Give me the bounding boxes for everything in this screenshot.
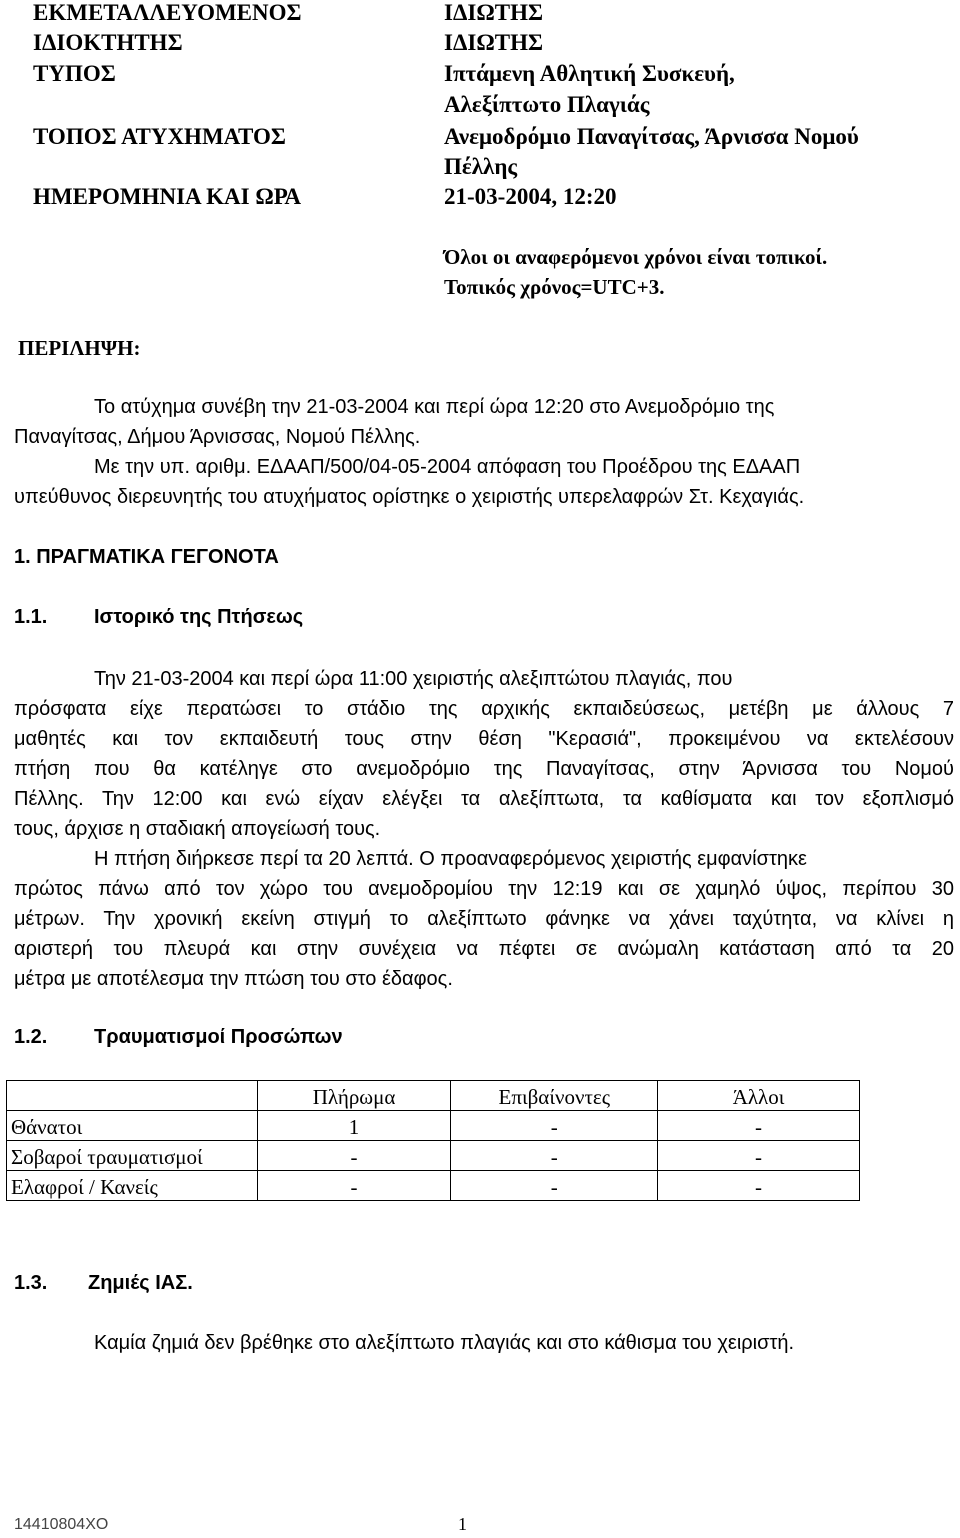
owner-value: ΙΔΙΩΤΗΣ bbox=[444, 30, 544, 55]
history-line: μαθητές και τον εκπαιδευτή τους στην θέση "Κερασιά", προκειμένου να εκτελέσουν bbox=[14, 728, 954, 750]
history-line: μέτρων. Την χρονική εκείνη στιγμή το αλεξίπτωτο φάνηκε να χάνει ταχύτητα, να κλίνει η bbox=[14, 908, 954, 930]
section-1-2-title: Τραυματισμοί Προσώπων bbox=[94, 1026, 343, 1048]
table-cell: - bbox=[257, 1171, 451, 1201]
datetime-label: ΗΜΕΡΟΜΗΝΙΑ ΚΑΙ ΩΡΑ bbox=[33, 184, 302, 209]
history-line: αριστερή του πλευρά και στην συνέχεια να πέφτει σε ανώμαλη κατάσταση από τα 20 bbox=[14, 938, 954, 960]
table-cell: - bbox=[451, 1171, 658, 1201]
table-header-cell: Άλλοι bbox=[658, 1081, 860, 1111]
place-label: ΤΟΠΟΣ ΑΤΥΧΗΜΑΤΟΣ bbox=[33, 124, 286, 149]
type-value-line-1: Ιπτάμενη Αθλητική Συσκευή, bbox=[444, 61, 735, 86]
section-1-3-number: 1.3. bbox=[14, 1272, 48, 1294]
section-1-2-number: 1.2. bbox=[14, 1026, 48, 1048]
table-cell: - bbox=[451, 1141, 658, 1171]
operator-value: ΙΔΙΩΤΗΣ bbox=[444, 0, 544, 25]
time-note-line-1: Όλοι οι αναφερόμενοι χρόνοι είναι τοπικοί. bbox=[444, 245, 828, 269]
owner-label: ΙΔΙΟΚΤΗΤΗΣ bbox=[33, 30, 183, 55]
section-1-1-number: 1.1. bbox=[14, 606, 48, 628]
datetime-value: 21-03-2004, 12:20 bbox=[444, 184, 617, 209]
table-cell: Ελαφροί / Κανείς bbox=[7, 1171, 258, 1201]
section-1-3-title: Ζημιές ΙΑΣ. bbox=[88, 1272, 193, 1294]
table-header-cell bbox=[7, 1081, 258, 1111]
type-value-line-2: Αλεξίπτωτο Πλαγιάς bbox=[444, 92, 650, 117]
history-line: μέτρα με αποτέλεσμα την πτώση του στο έδαφος. bbox=[14, 968, 453, 990]
table-cell: - bbox=[257, 1141, 451, 1171]
summary-heading: ΠΕΡΙΛΗΨΗ: bbox=[18, 336, 141, 360]
table-cell: 1 bbox=[257, 1111, 451, 1141]
table-header-cell: Επιβαίνοντες bbox=[451, 1081, 658, 1111]
summary-line: Το ατύχημα συνέβη την 21-03-2004 και περί ώρα 12:20 στο Ανεμοδρόμιο της bbox=[94, 396, 775, 418]
table-cell: - bbox=[658, 1141, 860, 1171]
table-row bbox=[7, 1111, 860, 1141]
history-line: Πέλλης. Την 12:00 και ενώ είχαν ελέγξει τα αλεξίπτωτα, τα καθίσματα και τον εξοπλισμό bbox=[14, 788, 954, 810]
table-header-row bbox=[7, 1081, 860, 1111]
history-line: πρόσφατα είχε περατώσει το στάδιο της αρχικής εκπαιδεύσεως, μετέβη με άλλους 7 bbox=[14, 698, 954, 720]
history-line: Η πτήση διήρκεσε περί τα 20 λεπτά. Ο προαναφερόμενος χειριστής εμφανίστηκε bbox=[94, 848, 807, 870]
footer-code: 14410804XO bbox=[14, 1516, 109, 1533]
summary-line: Παναγίτσας, Δήμου Άρνισσας, Νομού Πέλλης. bbox=[14, 426, 421, 448]
page-number: 1 bbox=[458, 1514, 467, 1534]
time-note-line-2: Τοπικός χρόνος=UTC+3. bbox=[444, 275, 665, 299]
summary-line: Με την υπ. αριθμ. ΕΔΑΑΠ/500/04-05-2004 απόφαση του Προέδρου της ΕΔΑΑΠ bbox=[94, 456, 801, 478]
injuries-table bbox=[6, 1080, 860, 1201]
table-cell: - bbox=[658, 1171, 860, 1201]
type-label: ΤΥΠΟΣ bbox=[33, 61, 116, 86]
history-line: τους, άρχισε η σταδιακή απογείωσή τους. bbox=[14, 818, 381, 840]
history-line: Την 21-03-2004 και περί ώρα 11:00 χειριστής αλεξιπτώτου πλαγιάς, που bbox=[94, 668, 733, 690]
table-row bbox=[7, 1141, 860, 1171]
history-line: πρώτος πάνω από τον χώρο του ανεμοδρομίου την 12:19 και σε χαμηλό ύψος, περίπου 30 bbox=[14, 878, 954, 900]
summary-line: υπεύθυνος διερευνητής του ατυχήματος ορίστηκε ο χειριστής υπερελαφρών Στ. Κεχαγιάς. bbox=[14, 486, 805, 508]
table-row bbox=[7, 1171, 860, 1201]
section-1-heading: 1. ΠΡΑΓΜΑΤΙΚΑ ΓΕΓΟΝΟΤΑ bbox=[14, 546, 279, 568]
section-1-1-title: Ιστορικό της Πτήσεως bbox=[94, 606, 304, 628]
place-value-line-2: Πέλλης bbox=[444, 154, 518, 179]
place-value-line-1: Ανεμοδρόμιο Παναγίτσας, Άρνισσα Νομού bbox=[444, 124, 859, 149]
history-line: πτήση που θα κατέληγε στο ανεμοδρόμιο της Παναγίτσας, στην Άρνισσα του Νομού bbox=[14, 758, 954, 780]
operator-label: ΕΚΜΕΤΑΛΛΕΥΟΜΕΝΟΣ bbox=[33, 0, 302, 25]
table-cell: - bbox=[658, 1111, 860, 1141]
table-cell: - bbox=[451, 1111, 658, 1141]
table-header-cell: Πλήρωμα bbox=[257, 1081, 451, 1111]
table-cell: Σοβαροί τραυματισμοί bbox=[7, 1141, 258, 1171]
damage-text: Καμία ζημιά δεν βρέθηκε στο αλεξίπτωτο πλαγιάς και στο κάθισμα του χειριστή. bbox=[94, 1332, 795, 1354]
table-cell: Θάνατοι bbox=[7, 1111, 258, 1141]
